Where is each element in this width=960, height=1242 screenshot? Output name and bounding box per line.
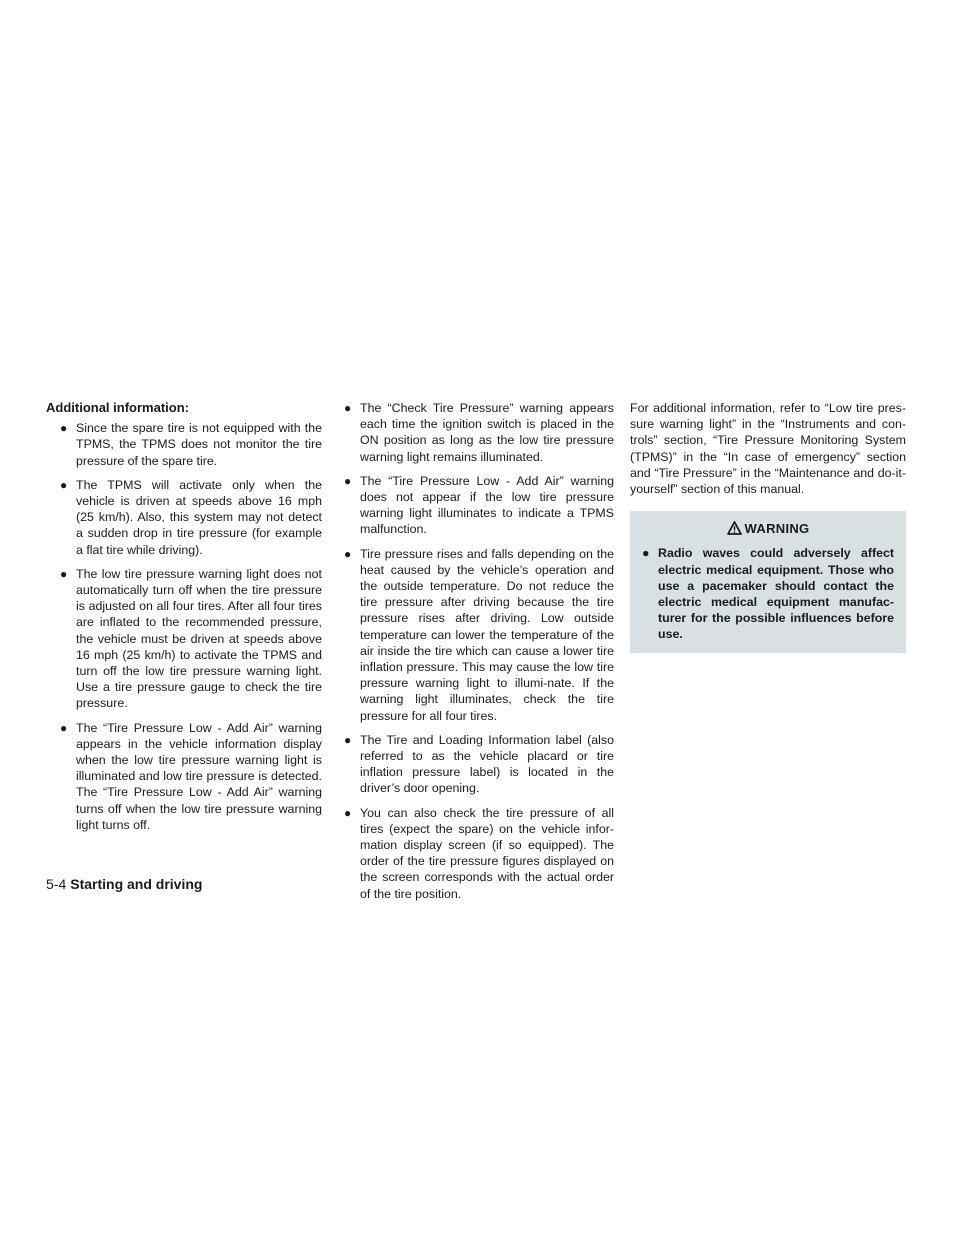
list-item-text: Since the spare tire is not equipped with the TPMS, the TPMS does not monitor the tire pressure of the spare tire.: [76, 421, 322, 468]
bullet-icon: ●: [642, 546, 650, 561]
list-item-text: The “Tire Pressure Low - Add Air” warning appears in the vehicle information display when the low tire pressure warning light is illuminated and low tire pressure is detected. The “Tire Pressure Low - Add Air” warning turns off when the low tire pressure warning light turns off.: [76, 720, 322, 832]
list-item-text: Tire pressure rises and falls depending on the heat caused by the vehicle’s operation and the outside temperature. Do not reduce the tire pressure after driving because the tire pressure rises after driving. Low outside temperature can lower the temperature of the air inside the tire which can cause a lower tire inflation pressure. This may cause the low tire pressure warning light to illumi-nate. If the warning light illuminates, check the tire pressure for all four tires.: [360, 546, 614, 723]
column-2: [338, 400, 614, 910]
list-item: [46, 566, 322, 712]
warning-triangle-icon: [727, 521, 742, 535]
page-footer: [46, 876, 202, 892]
list-item: [46, 420, 322, 469]
bullet-icon: ●: [344, 732, 352, 747]
list-item-text: The TPMS will activate only when the vehicle is driven at speeds above 16 mph (25 km/h). Also, this system may not detect a sudden drop in tire pressure (for example a flat tire while driving).: [76, 477, 322, 557]
bullet-icon: ●: [344, 546, 352, 561]
list-item-text: The “Tire Pressure Low - Add Air” warning does not appear if the low tire pressure warning light illuminates to indicate a TPMS malfunction.: [360, 473, 614, 537]
list-item-text: You can also check the tire pressure of all tires (expect the spare) on the vehicle infor-mation display screen (if so equipped). The order of the tire pressure figures displayed on the screen corresponds with the actual order of the tire position.: [360, 805, 614, 901]
list-item: [338, 400, 614, 465]
list-item-text: The “Check Tire Pressure” warning appears each time the ignition switch is placed in the ON position as long as the low tire pressure warning light remains illuminated.: [360, 401, 614, 464]
bullet-icon: ●: [60, 421, 68, 436]
bullet-icon: ●: [60, 720, 68, 735]
bullet-icon: ●: [60, 566, 68, 581]
bullet-icon: ●: [344, 805, 352, 820]
reference-paragraph: For additional information, refer to “Low tire pres-sure warning light” in the “Instruments and con-trols” section, “Tire Pressure Monitoring System (TPMS)” in the “In case of emergency” section and “Tire Pressure” in the “Maintenance and do-it-yourself” section of this manual.: [630, 401, 906, 497]
bullet-list-2: [338, 400, 614, 902]
list-item: [46, 720, 322, 833]
section-title: Starting and driving: [70, 876, 203, 892]
list-item: [338, 546, 614, 724]
bullet-icon: ●: [60, 477, 68, 492]
warning-title-text: WARNING: [744, 521, 810, 537]
list-item: [338, 805, 614, 902]
warning-title: [642, 515, 894, 545]
bullet-list-1: [46, 420, 322, 833]
list-item: [338, 732, 614, 797]
list-item-text: The low tire pressure warning light does not automatically turn off when the tire pressure is adjusted on all four tires. After all four tires are inflated to the recommended pressure, the vehicle must be driven at speeds above 16 mph (25 km/h) to activate the TPMS and turn off the low tire pressure warning light. Use a tire pressure gauge to check the tire pressure.: [76, 566, 322, 711]
warning-box: [630, 511, 906, 652]
list-item-text: The Tire and Loading Information label (also referred to as the vehicle placard or tire inflation pressure label) is located in the driver’s door opening.: [360, 732, 614, 796]
warning-text: Radio waves could adversely affect electric medical equipment. Those who use a pacemaker should contact the electric medical equipment manufac-turer for the possible influences before use.: [658, 546, 894, 642]
column-1: [46, 400, 322, 841]
section-heading: Additional information:: [46, 400, 189, 415]
warning-item: [642, 545, 894, 642]
page-number: 5-4: [46, 876, 67, 892]
bullet-icon: ●: [344, 473, 352, 488]
list-item: [338, 473, 614, 538]
list-item: [46, 477, 322, 558]
bullet-icon: ●: [344, 401, 352, 415]
column-3: [630, 400, 906, 653]
